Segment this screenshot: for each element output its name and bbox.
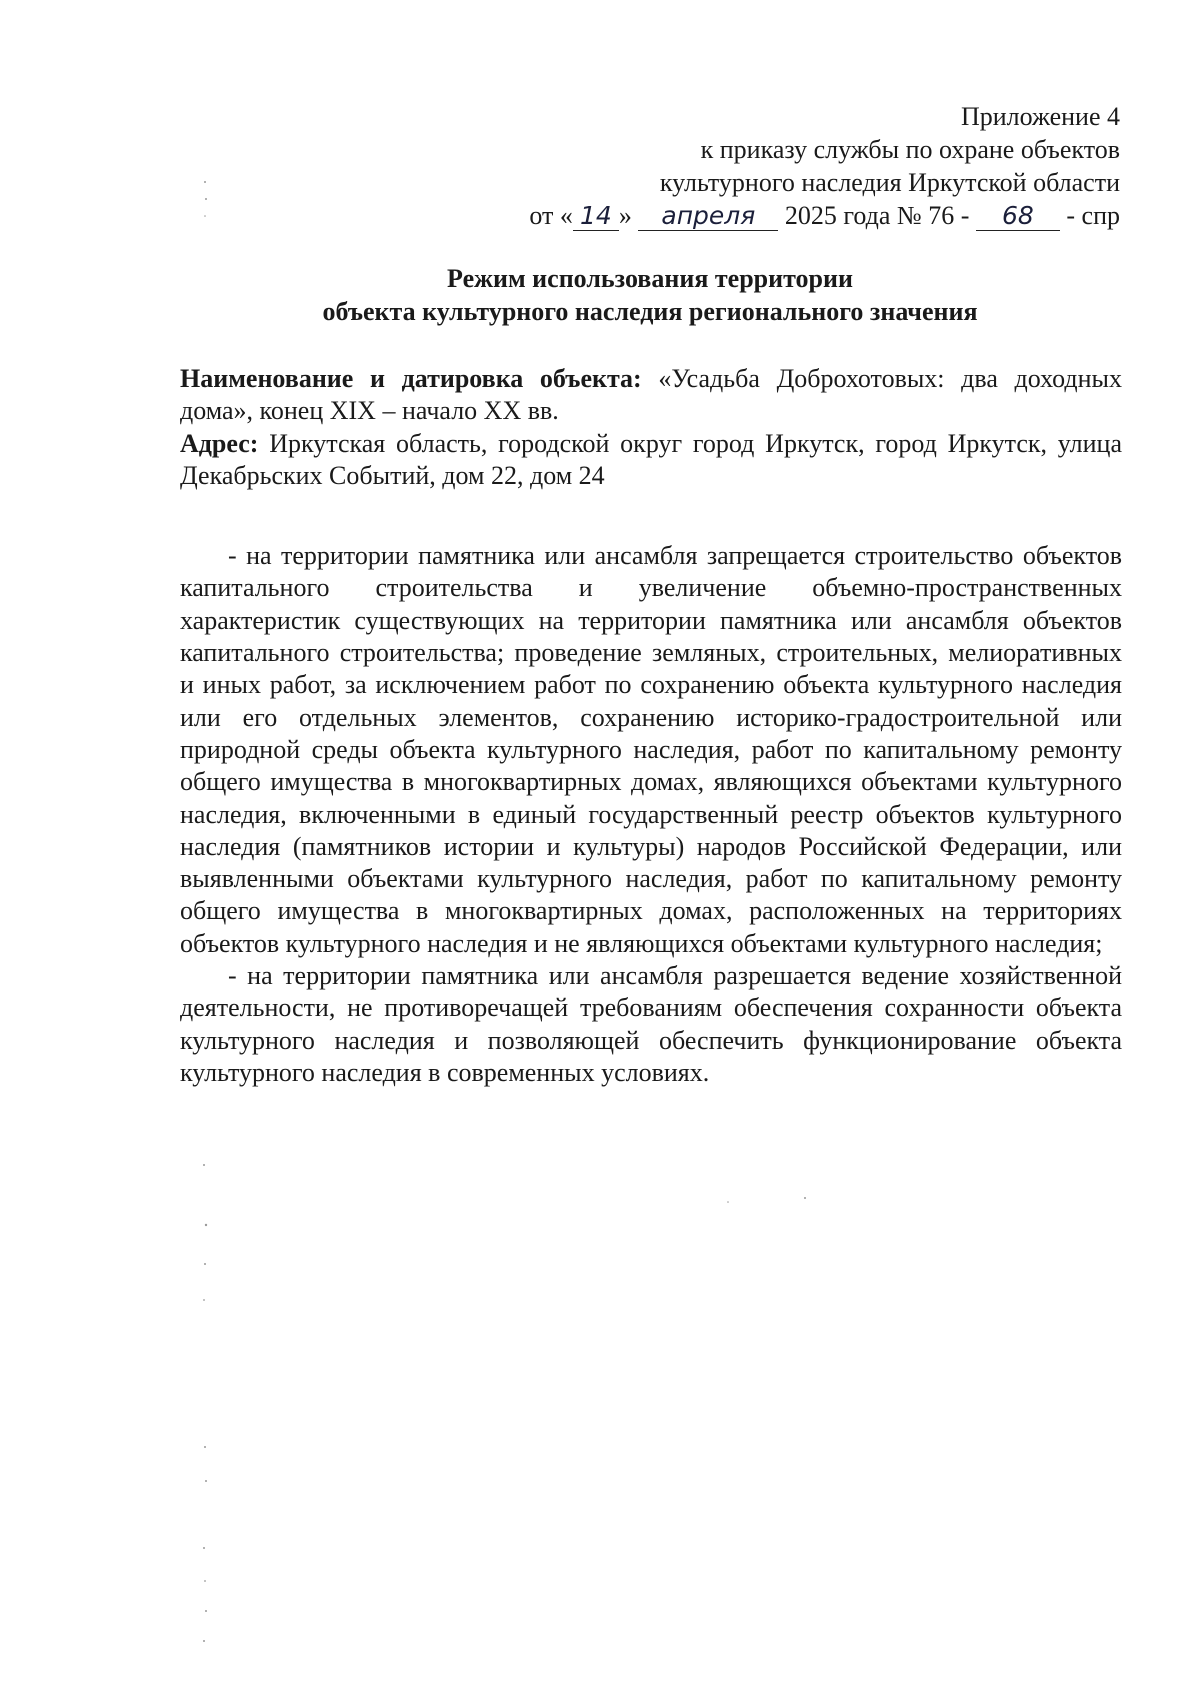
order-suffix: - спр xyxy=(1066,201,1120,230)
order-quote-close: » xyxy=(618,201,632,230)
annex-header xyxy=(529,100,1120,232)
object-address-value: Иркутская область, городской округ город Иркутск, город Иркутск, улица Декабрьских Событий, дом 22, дом 24 xyxy=(180,428,1122,490)
document-title xyxy=(180,262,1120,328)
title-line-2: объекта культурного наследия регионального значения xyxy=(322,297,978,326)
annex-authority: культурного наследия Иркутской области xyxy=(659,168,1120,197)
order-month-handwritten: апреля xyxy=(638,202,778,231)
order-date-line xyxy=(529,199,1120,232)
paragraph-gap xyxy=(180,492,1122,540)
order-number-handwritten: 68 xyxy=(976,202,1060,231)
clause-permitted: - на территории памятника или ансамбля разрешается ведение хозяйственной деятельности, не противоречащей требованиям обеспечения сохранности объекта культурного наследия и позволяющей обеспечить функционирование объекта культурного наследия в современных условиях. xyxy=(180,961,1122,1087)
object-address-paragraph xyxy=(180,428,1122,493)
clause-prohibited: - на территории памятника или ансамбля запрещается строительство объектов капитального строительства и увеличение объемно-пространственных характеристик существующих на территории памятника или ансамбля объектов капитального строительства; проведение земляных, строительных, мелиоративных и иных работ, за исключением работ по сохранению объекта культурного наследия или его отдельных элементов, сохранению историко-градостроительной или природной среды объекта культурного наследия, работ по капитальному ремонту общего имущества в многоквартирных домах, являющихся объектами культурного наследия, включенными в единый государственный реестр объектов культурного наследия (памятников истории и культуры) народов Российской Федерации, или выявленными объектами культурного наследия, работ по капитальному ремонту общего имущества в многоквартирных домах, расположенных на территориях объектов культурного наследия и не являющихся объектами культурного наследия; xyxy=(180,541,1122,958)
object-name-paragraph xyxy=(180,363,1122,428)
object-address-label: Адрес: xyxy=(180,428,259,458)
annex-number: Приложение 4 xyxy=(960,102,1120,131)
order-prefix: от « xyxy=(529,201,573,230)
order-day-handwritten: 14 xyxy=(573,202,619,231)
document-body xyxy=(180,363,1122,1089)
object-name-value: «Усадьба Доброхотовых: два доходных дома», конец XIX – начало XX вв. xyxy=(180,364,1122,426)
annex-order-ref: к приказу службы по охране объектов xyxy=(700,135,1120,164)
order-year: 2025 года № 76 - xyxy=(784,201,970,230)
title-line-1: Режим использования территории xyxy=(447,264,853,293)
object-name-label: Наименование и датировка объекта: xyxy=(180,364,642,393)
